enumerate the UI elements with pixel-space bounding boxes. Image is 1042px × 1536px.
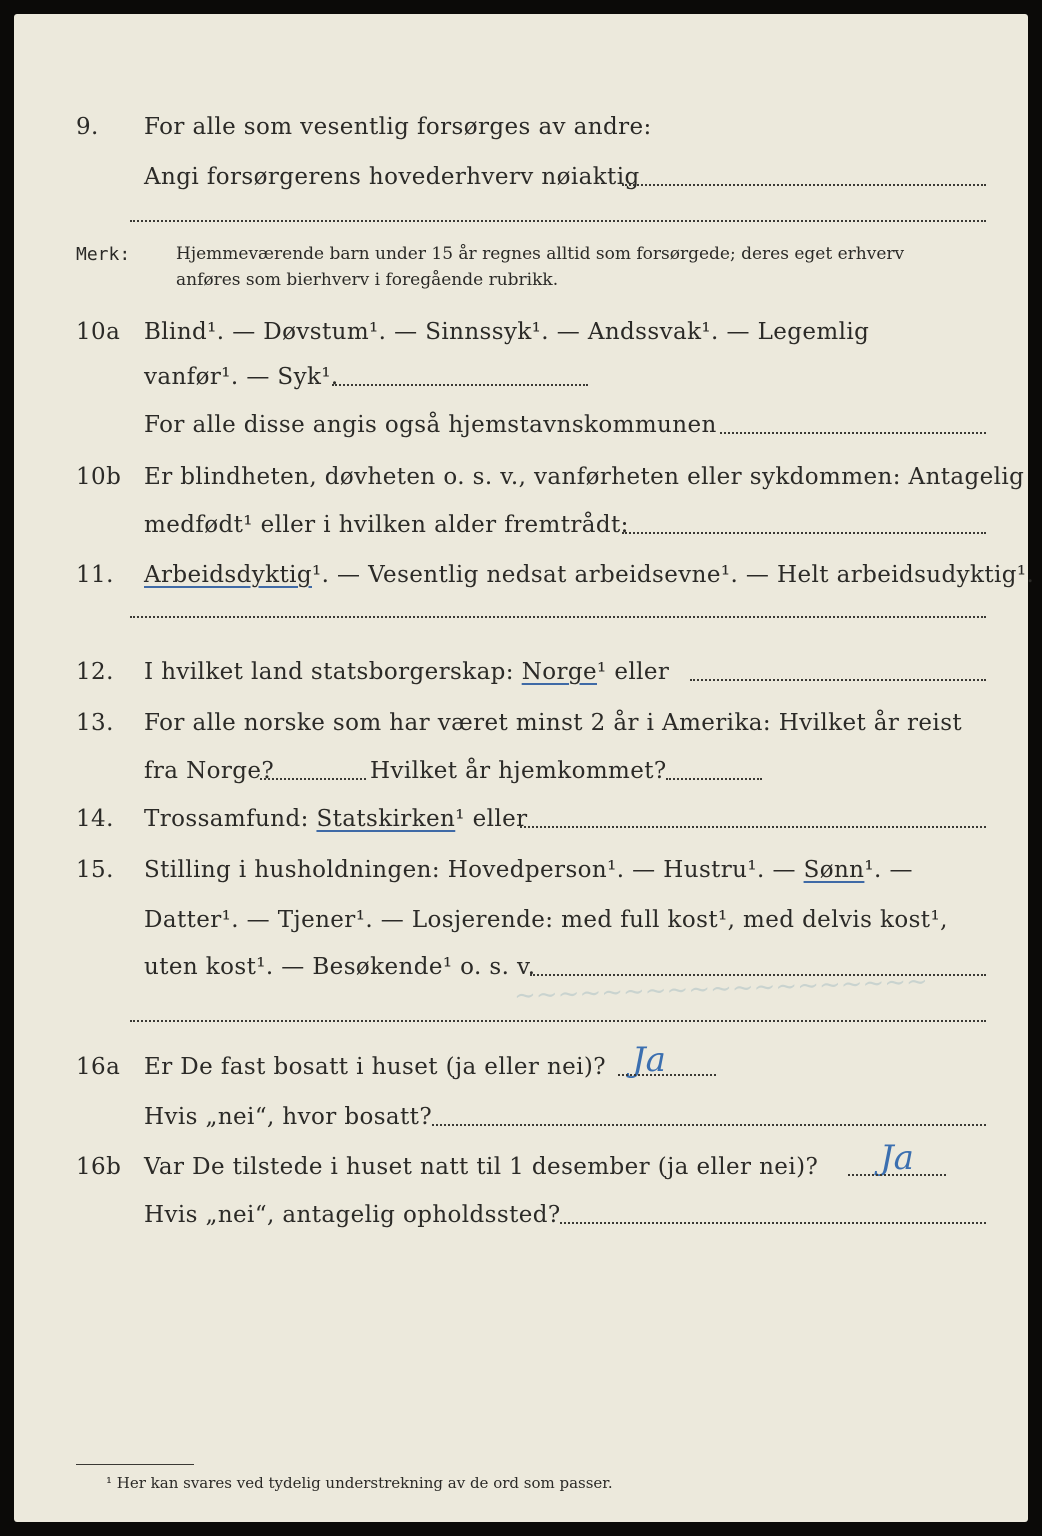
q11-number: 11. bbox=[76, 562, 114, 588]
q10b-alder-field[interactable] bbox=[622, 532, 986, 534]
q14-number: 14. bbox=[76, 806, 114, 832]
q9-number: 9. bbox=[76, 114, 99, 140]
q15-sonn-underlined[interactable]: Sønn bbox=[803, 857, 865, 883]
merk-line1: Hjemmeværende barn under 15 år regnes alltid som forsørgede; deres eget erhverv bbox=[176, 244, 905, 264]
q11-rest: ¹. — Vesentlig nedsat arbeidsevne¹. — Helt arbeidsudyktig¹. bbox=[312, 562, 1035, 588]
q16b-opholdssted-field[interactable] bbox=[560, 1222, 986, 1224]
q10b-number: 10b bbox=[76, 464, 122, 490]
q16a-number: 16a bbox=[76, 1054, 121, 1080]
q16b-line1: Var De tilstede i huset natt til 1 desember (ja eller nei)? bbox=[144, 1154, 819, 1180]
q16b-answer-field[interactable] bbox=[848, 1174, 946, 1176]
q12-norge-underlined[interactable]: Norge bbox=[521, 659, 597, 685]
footnote-divider bbox=[76, 1464, 194, 1465]
q15-answer-field[interactable] bbox=[530, 974, 986, 976]
q12-question: I hvilket land statsborgerskap: bbox=[144, 659, 514, 685]
q13-line1: For alle norske som har været minst 2 år i Amerika: Hvilket år reist bbox=[144, 710, 963, 736]
q15-line3: uten kost¹. — Besøkende¹ o. s. v. bbox=[144, 954, 536, 980]
q11-answer-rule[interactable] bbox=[130, 616, 986, 618]
q12-number: 12. bbox=[76, 659, 114, 685]
q16b-line2: Hvis „nei“, antagelig opholdssted? bbox=[144, 1202, 561, 1228]
q13-number: 13. bbox=[76, 710, 114, 736]
bleed-through-handwriting: ~~~~~~~~~~~~~~~~~~~ bbox=[513, 966, 929, 1012]
q13-hjemkommet-field[interactable] bbox=[666, 778, 762, 780]
q15-number: 15. bbox=[76, 857, 114, 883]
q10a-line3: For alle disse angis også hjemstavnskommunen bbox=[144, 412, 717, 438]
q15-line1-end: ¹. — bbox=[864, 857, 913, 883]
q16a-answer-field[interactable] bbox=[618, 1074, 716, 1076]
q15-line1 bbox=[144, 857, 913, 883]
q12-eller: ¹ eller bbox=[597, 659, 670, 685]
q12-line bbox=[144, 659, 669, 685]
q10a-hjemstavn-field[interactable] bbox=[720, 432, 986, 434]
q15-line1-text: Stilling i husholdningen: Hovedperson¹. — Hustru¹. — bbox=[144, 857, 796, 883]
q13-reist-field[interactable] bbox=[260, 778, 366, 780]
q16b-number: 16b bbox=[76, 1154, 122, 1180]
q9-answer-rule[interactable] bbox=[130, 220, 986, 222]
q10a-line1: Blind¹. — Døvstum¹. — Sinnssyk¹. — Andssvak¹. — Legemlig bbox=[144, 319, 870, 345]
q10a-number: 10a bbox=[76, 319, 121, 345]
q15-answer-rule[interactable] bbox=[130, 1020, 986, 1022]
q13-line2b: Hvilket år hjemkommet? bbox=[370, 758, 667, 784]
q12-other-country-field[interactable] bbox=[690, 679, 986, 681]
q15-line2: Datter¹. — Tjener¹. — Losjerende: med full kost¹, med delvis kost¹, bbox=[144, 907, 948, 933]
q13-line2a: fra Norge? bbox=[144, 758, 275, 784]
merk-line2: anføres som bierhverv i foregående rubrikk. bbox=[176, 270, 559, 290]
q11-line bbox=[144, 562, 1034, 588]
q14-line bbox=[144, 806, 528, 832]
q16a-bosatt-field[interactable] bbox=[432, 1124, 986, 1126]
q14-label: Trossamfund: bbox=[144, 806, 309, 832]
q11-arbeidsdyktig-underlined[interactable]: Arbeidsdyktig bbox=[144, 562, 312, 588]
q10b-line2: medfødt¹ eller i hvilken alder fremtrådt: bbox=[144, 512, 629, 538]
q10b-line1: Er blindheten, døvheten o. s. v., vanførheten eller sykdommen: Antagelig bbox=[144, 464, 1025, 490]
q10a-syk-field[interactable] bbox=[332, 384, 588, 386]
q14-other-field[interactable] bbox=[520, 826, 986, 828]
footnote: ¹ Her kan svares ved tydelig understrekning av de ord som passer. bbox=[106, 1474, 613, 1492]
q16a-handwritten-answer[interactable]: Ja bbox=[632, 1040, 666, 1080]
census-form-page bbox=[14, 14, 1035, 1522]
merk-label: Merk: bbox=[76, 244, 131, 265]
q9-line2: Angi forsørgerens hovederhverv nøiaktig bbox=[144, 164, 640, 190]
q16b-handwritten-answer[interactable]: Ja bbox=[880, 1138, 914, 1178]
q14-statskirken-underlined[interactable]: Statskirken bbox=[316, 806, 456, 832]
q16a-line1: Er De fast bosatt i huset (ja eller nei)? bbox=[144, 1054, 607, 1080]
q9-answer-field[interactable] bbox=[622, 184, 986, 186]
q9-line1: For alle som vesentlig forsørges av andre: bbox=[144, 114, 652, 140]
q10a-line2: vanfør¹. — Syk¹. bbox=[144, 364, 339, 390]
q14-eller: ¹ eller bbox=[455, 806, 528, 832]
q16a-line2: Hvis „nei“, hvor bosatt? bbox=[144, 1104, 433, 1130]
